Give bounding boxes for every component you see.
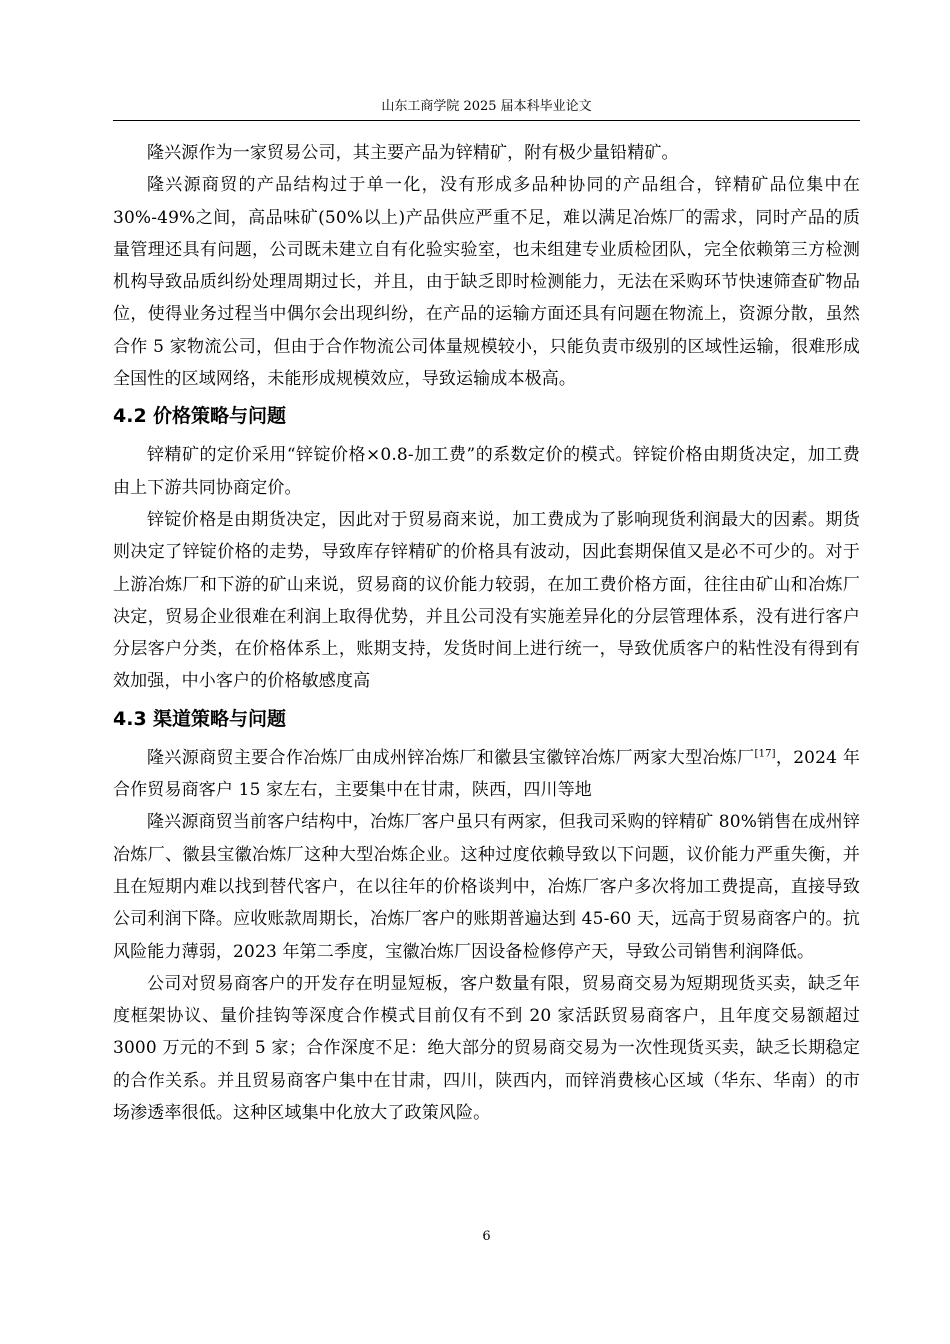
section-number: 4.3 [113, 707, 147, 730]
body-paragraph: 隆兴源商贸的产品结构过于单一化，没有形成多品种协同的产品组合，锌精矿品位集中在 30%-49%之间，高品味矿(50%以上)产品供应严重不足，难以满足冶炼厂的需求，同时产品的质量管理还具有问题，公司既未建立自有化验实验室，也未组建专业质检团队，完全依赖第三方检测机构导致品质纠纷处理周期过长，并且，由于缺乏即时检测能力，无法在采购环节快速筛查矿物品位，使得业务过程当中偶尔会出现纠纷，在产品的运输方面还具有问题在物流上，资源分散，虽然合作 5 家物流公司，但由于合作物流公司体量规模较小，只能负责市级别的区域性运输，很难形成全国性的区域网络，未能形成规模效应，导致运输成本极高。 [113, 175, 860, 390]
page-number: 6 [482, 1229, 491, 1244]
body-paragraph: 隆兴源作为一家贸易公司，其主要产品为锌精矿，附有极少量铅精矿。 [147, 143, 679, 163]
paragraph-text: ，2024 年合作贸易商客户 15 家左右，主要集中在甘肃，陕西，四川等地 [113, 747, 860, 801]
citation-reference: [17] [754, 748, 776, 760]
paragraph-text: 隆兴源商贸主要合作冶炼厂由成州锌冶炼厂和徽县宝徽锌冶炼厂两家大型冶炼厂 [147, 747, 755, 768]
page-body [113, 137, 860, 1129]
section-number: 4.2 [113, 405, 147, 428]
body-paragraph [113, 742, 860, 807]
body-paragraph: 锌精矿的定价采用“锌锭价格×0.8-加工费”的系数定价的模式。锌锭价格由期货决定，加工费由上下游共同协商定价。 [113, 445, 860, 498]
body-paragraph: 公司对贸易商客户的开发存在明显短板，客户数量有限，贸易商交易为短期现货买卖，缺乏年度框架协议、量价挂钩等深度合作模式目前仅有不到 20 家活跃贸易商客户，且年度交易额超过 3000 万元的不到 5 家；合作深度不足：绝大部分的贸易商交易为一次性现货买卖，缺乏长期稳定的合作关系。并且贸易商客户集中在甘肃，四川，陕西内，而锌消费核心区域（华东、华南）的市场渗透率很低。这种区域集中化放大了政策风险。 [113, 973, 860, 1124]
section-heading-4-2 [113, 395, 860, 439]
header-divider [113, 120, 860, 121]
section-heading-4-3 [113, 698, 860, 742]
body-paragraph: 隆兴源商贸当前客户结构中，冶炼厂客户虽只有两家，但我司采购的锌精矿 80%销售在成州锌冶炼厂、徽县宝徽冶炼厂这种大型冶炼企业。这种过度依赖导致以下问题，议价能力严重失衡，并且在短期内难以找到替代客户，在以往年的价格谈判中，冶炼厂客户多次将加工费提高，直接导致公司利润下降。应收账款周期长，冶炼厂客户的账期普遍达到 45-60 天，远高于贸易商客户的。抗风险能力薄弱，2023 年第二季度，宝徽冶炼厂因设备检修停产天，导致公司销售利润降低。 [113, 812, 860, 962]
running-header: 山东工商学院 2025 届本科毕业论文 [381, 99, 592, 114]
section-title: 渠道策略与问题 [153, 707, 287, 730]
section-title: 价格策略与问题 [153, 405, 287, 428]
body-paragraph: 锌锭价格是由期货决定，因此对于贸易商来说，加工费成为了影响现货利润最大的因素。期货则决定了锌锭价格的走势，导致库存锌精矿的价格具有波动，因此套期保值又是必不可少的。对于上游冶炼厂和下游的矿山来说，贸易商的议价能力较弱，在加工费价格方面，往往由矿山和冶炼厂决定，贸易企业很难在利润上取得优势，并且公司没有实施差异化的分层管理体系，没有进行客户分层客户分类，在价格体系上，账期支持，发货时间上进行统一，导致优质客户的粘性没有得到有效加强，中小客户的价格敏感度高 [113, 509, 860, 692]
